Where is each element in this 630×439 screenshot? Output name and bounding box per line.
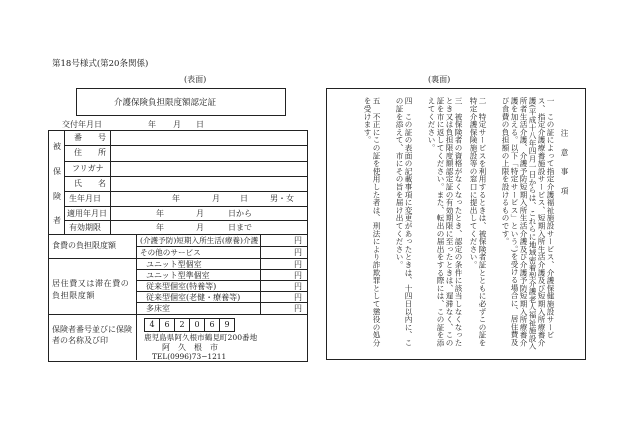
issue-month: 月	[173, 120, 181, 129]
issue-year: 年	[148, 120, 156, 129]
insurer-digit-1: 4	[144, 318, 160, 332]
insurer-digit-5: 6	[205, 318, 220, 332]
note-4: 四 この証の表面の記載事項に変更があったときは、十四日以内に、この証を添えて、市にその旨を届け出てください。	[395, 97, 413, 347]
gender-options: 男・女	[270, 194, 294, 203]
housing-yen-2: 円	[294, 271, 302, 280]
insured-char-2: 保	[53, 167, 61, 176]
housing-yen-1: 円	[294, 260, 302, 269]
note-1: 一 この証によって指定介護福祉施設サービス、介護保健施設サービス、指定介護療養施設サービス、短期入所生活介護及び短期入所療養介護(平成十八年四月一日からは、これらに地域密着型介護老人福祉施設入所者生活介護、介護予防短期入所生活介護及び介護予防短期入所療養介護を加える。以下「特定サービス」という。)を受ける場合に、居住費及び食費の負担額の上限を設けるものです。	[501, 97, 555, 350]
insurer-label-text: 保険者番号並びに保険者の名称及び印	[52, 325, 132, 345]
valid-month: 月	[196, 223, 204, 232]
start-month: 月	[196, 209, 204, 218]
issue-date-label: 交付年月日	[62, 120, 102, 129]
valid-year: 年	[156, 223, 164, 232]
birth-day: 日	[240, 194, 248, 203]
housing-yen-5: 円	[294, 304, 302, 313]
insurer-number-boxes	[144, 318, 235, 332]
housing-conventional-tokuyo: 従来型個室(特養等)	[146, 282, 217, 291]
insurer-digit-2: 6	[160, 318, 175, 332]
food-yen-1: 円	[294, 236, 302, 245]
housing-unit-semi-private: ユニット型準個室	[146, 271, 210, 280]
start-from: 日から	[228, 209, 252, 218]
housing-multi-bed: 多床室	[146, 304, 170, 313]
food-yen-2: 円	[294, 248, 302, 257]
food-item-other: その他のサービス	[140, 248, 201, 257]
note-2: 二 特定サービスを利用するときは、被保険者証とともに必ずこの証を特定介護保険施設等の窓口に提出してください。	[469, 97, 487, 347]
note-5: 五 不正にこの証を使用した者は、刑法により詐欺罪として懲役の処分を受けます。	[363, 97, 381, 347]
housing-limit-label: 居住費又は滞在費の負担限度額	[52, 279, 130, 300]
insurer-digit-3: 2	[175, 318, 190, 332]
housing-yen-3: 円	[294, 282, 302, 291]
note-3: 三 被保険者の資格がなくなったとき、認定の条件に該当しなくなったとき又は負担限度額認定証の有効期限に至ったときは、遅滞なく、この証を市に返してください。また、転出の届出をする際には、この証を添えてください。	[427, 97, 463, 347]
issue-day: 日	[196, 120, 204, 129]
valid-period-field-label: 有効期限	[69, 223, 101, 232]
form-number: 第18号様式(第20条関係)	[52, 59, 149, 69]
name-field-label: 氏 名	[74, 179, 106, 188]
insured-char-4: 者	[53, 216, 61, 225]
insurer-label	[52, 324, 132, 346]
housing-unit-private: ユニット型個室	[146, 260, 202, 269]
insurer-digit-6: 9	[220, 318, 235, 332]
front-side-label: (表面)	[184, 75, 207, 84]
number-field-label: 番 号	[74, 133, 106, 142]
insured-char-1: 被	[53, 142, 61, 151]
start-year: 年	[156, 209, 164, 218]
food-limit-label: 食費の負担限度額	[52, 241, 116, 250]
furigana-field-label: フリガナ	[72, 164, 104, 173]
start-date-field-label: 適用年月日	[67, 209, 107, 218]
back-side-label: (裏面)	[428, 75, 451, 84]
insurer-name: 阿 久 根 市	[162, 343, 218, 352]
insured-char-3: 険	[53, 192, 61, 201]
food-item-short-stay: (介護予防)短期入所生活(療養)介護	[140, 236, 259, 245]
valid-until: 日まで	[228, 223, 252, 232]
housing-limit-label-line1	[52, 278, 132, 302]
birthdate-field-label: 生年月日	[69, 194, 101, 203]
notes-heading: 注 意 事 項	[560, 129, 569, 197]
certificate-title: 介護保険負担限度額認定証	[114, 98, 217, 108]
certificate-back-notes	[326, 88, 586, 360]
address-field-label: 住 所	[74, 148, 106, 157]
certificate-front-form	[48, 88, 308, 360]
housing-conventional-roken: 従来型個室(老健・療養等)	[146, 293, 241, 302]
birth-year: 年	[172, 194, 180, 203]
insurer-address: 鹿児島県阿久根市鶴見町200番地	[144, 333, 258, 342]
insurer-tel: TEL(0996)73−1211	[152, 352, 227, 361]
housing-yen-4: 円	[294, 293, 302, 302]
insurer-digit-4: 0	[190, 318, 205, 332]
birth-month: 月	[212, 194, 220, 203]
